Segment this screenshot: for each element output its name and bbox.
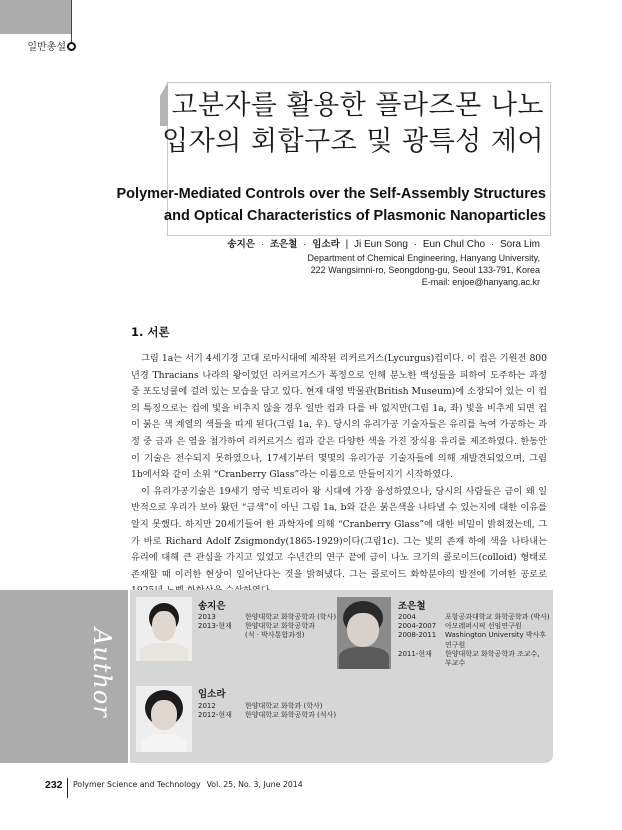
bio-row <box>398 650 550 659</box>
bio-row <box>198 711 336 720</box>
bio-row <box>198 702 336 711</box>
author-photo-song <box>136 597 192 661</box>
bio-desc: 포항공과대학교 화학공학과 (박사) <box>445 613 550 621</box>
journal-info <box>73 780 303 789</box>
author-korean-2: 조은철 <box>269 239 298 250</box>
body-text <box>131 351 547 600</box>
journal-volume: Vol. 25, No. 3, June 2014 <box>206 780 303 789</box>
author-separator: · <box>490 239 495 250</box>
author-english-1: Ji Eun Song <box>353 239 408 250</box>
bio-name: 임소라 <box>198 689 226 700</box>
bio-year: 2012-현재 <box>198 711 232 720</box>
bio-row <box>198 613 336 622</box>
affiliation-line-1: Department of Chemical Engineering, Hanyang University, <box>307 253 540 263</box>
shoulders-shape <box>339 647 389 669</box>
section-tab-block <box>0 0 71 34</box>
english-title <box>117 183 546 227</box>
bio-desc: 한양대학교 화학공학과 (석사) <box>245 711 337 720</box>
shoulders-shape <box>140 643 188 661</box>
author-photo-lim <box>136 686 192 752</box>
author-korean-3: 임소라 <box>312 239 340 250</box>
face-shape <box>151 700 177 730</box>
author-english-3: Sora Lim <box>499 239 540 250</box>
bio-year: 2004-2007 <box>398 622 437 631</box>
korean-title-line-2: 입자의 회합구조 및 광특성 제어 <box>162 126 544 157</box>
korean-title-line-1: 고분자를 활용한 플라즈몬 나노 <box>171 90 544 121</box>
author-byline <box>227 236 540 250</box>
author-english-2: Eun Chul Cho <box>422 239 486 250</box>
footer-divider <box>67 778 68 798</box>
shoulders-shape <box>142 734 186 752</box>
affiliation <box>308 252 540 288</box>
korean-title <box>162 88 544 160</box>
bio-desc: 연구원 <box>445 640 466 649</box>
email-link[interactable]: E-mail: enjoe@hanyang.ac.kr <box>421 277 540 287</box>
bio-desc: 한양대학교 화학공학과 (학사) <box>245 613 337 621</box>
section-heading: 1. 서론 <box>131 325 170 339</box>
bio-name: 조은철 <box>398 601 426 612</box>
bio-year: 2013-현재 <box>198 622 232 631</box>
author-separator: · <box>413 239 418 250</box>
section-tab-line <box>71 0 72 45</box>
circle-bullet-icon <box>67 42 76 51</box>
bio-name: 송지은 <box>198 601 226 612</box>
page-number: 232 <box>45 779 63 791</box>
bio-desc: 부교수 <box>445 659 466 668</box>
paragraph: 그림 1a는 서기 4세기경 고대 로마시대에 제작된 리커르거스(Lycurgus)컵이다. 이 컵은 기원전 800년경 Thracians 나라의 왕이었던 리커르거스가 폭정으로 인해 분노한 백성들을 피하여 도주하는 과정 중 포도넝쿨에 걸려 있는 모습을 담고 있다. 현재 대영 박물관(British Museum)에 소장되어 있는 이 컵의 특징으로는 컵에 빛을 비추지 않을 경우 일반 컵과 다를 바 없지만(그림 1a, 좌) 빛을 비추게 되면 컵이 붉은 색 계열의 색들을 띠게 된다(그림 1a, 우). 당시의 유리가공 기술자들은 유리를 녹여 가공하는 과정 중 금과 은 염을 첨가하여 리커르거스 컵과 같은 다양한 색을 가진 장식용 유리를 제조하였다. 한동안 이 기술은 전수되지 못하였으나, 17세기부터 몇몇의 유리가공 기술자들에 의해 재발견되었으며, 그림 1b에서와 같이 소위 “Cranberry Glass”라는 이름으로 만들어지기 시작하였다. <box>131 353 547 481</box>
bio-row <box>198 631 336 640</box>
author-divider: | <box>345 239 349 250</box>
face-shape <box>347 613 379 647</box>
author-label <box>88 628 128 728</box>
bio-desc: (석 · 박사통합과정) <box>245 631 305 640</box>
bio-year <box>198 631 245 640</box>
bio-year: 2012 <box>198 702 216 710</box>
bio-desc: 한양대학교 화학공학과 <box>245 622 315 631</box>
section-label: 일반총설 <box>27 42 66 53</box>
face-shape <box>152 611 176 641</box>
author-label-text: Author <box>88 628 116 718</box>
bio-desc: 한양대학교 화학과 (학사) <box>245 702 323 710</box>
bio-year: 2011-현재 <box>398 649 432 658</box>
bio-desc: 한양대학교 화학공학과 조교수, <box>445 649 540 658</box>
bio-year <box>398 659 445 668</box>
english-title-line-2: and Optical Characteristics of Plasmonic Nanoparticles <box>164 208 546 224</box>
bio-year: 2004 <box>398 613 416 621</box>
author-separator: · <box>260 239 265 250</box>
bio-year: 2013 <box>198 613 216 621</box>
bio-year: 2008-2011 <box>398 631 437 640</box>
affiliation-line-2: 222 Wangsimni-ro, Seongdong-gu, Seoul 133-791, Korea <box>310 265 540 275</box>
paragraph: 이 유리가공기술은 19세기 영국 빅토리아 왕 시대에 가장 융성하였으나, 당시의 사람들은 금이 왜 일반적으로 우리가 보아 왔던 “금색”이 아닌 그림 1a, b와 같은 붉은색을 나타낼 수 있는지에 대한 이유를 알지 못했다. 하지만 20세기들어 한 과학자에 의해 “Cranberry Glass”에 대한 비밀이 밝혀졌는데, 그가 바로 Richard Adolf Zsigmondy(1865-1929)이다(그림1c). 그는 빛의 존재 하에 색을 나타내는 유리에 대해 큰 관심을 가지고 있었고 수년간의 연구 끝에 금이 나노 크기의 콜로이드(colloid) 형태로 존재할 때 이러한 현상이 일어난다는 것을 밝혀냈다. 그는 콜로이드 화학분야의 발전에 기여한 공로로 <box>131 485 547 580</box>
english-title-line-1: Polymer-Mediated Controls over the Self-Assembly Structures <box>116 186 546 202</box>
bio-table <box>198 613 336 641</box>
bio-row <box>398 613 550 622</box>
journal-name: Polymer Science and Technology <box>73 780 201 789</box>
bio-row <box>398 641 550 650</box>
bio-row <box>398 659 550 668</box>
bio-table <box>198 702 336 720</box>
author-separator: · <box>303 239 307 250</box>
bio-desc: 아모레퍼시픽 선임연구원 <box>445 622 522 631</box>
bio-desc: Washington University 박사후 <box>445 631 547 640</box>
author-photo-cho <box>337 597 391 669</box>
bio-row <box>398 631 550 640</box>
bio-year <box>398 641 445 650</box>
author-korean-1: 송지은 <box>227 239 255 250</box>
bio-table <box>398 613 550 668</box>
